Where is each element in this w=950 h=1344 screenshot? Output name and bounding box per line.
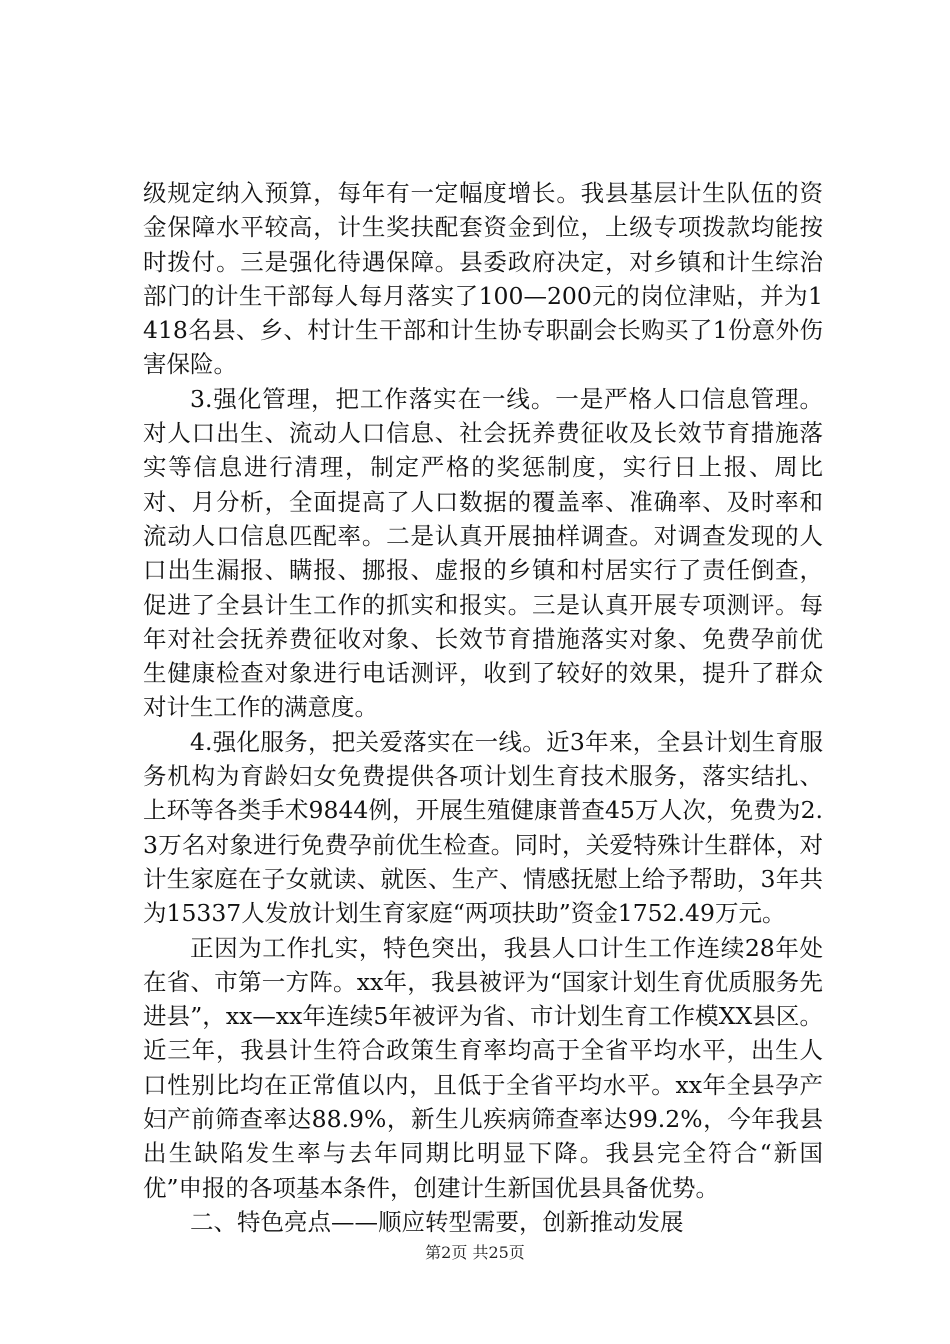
paragraph-achievements: 正因为工作扎实，特色突出，我县人口计生工作连续28年处在省、市第一方阵。xx年，我县被评为“国家计划生育优质服务先进县”，xx—xx年连续5年被评为省、市计划生育工作模XX县区。近三年，我县计生符合政策生育率均高于全省平均水平，出生人口性别比均在正常值以内，且低于全省平均水平。xx年全县孕产妇产前筛查率达88.9%，新生儿疾病筛查率达99.2%，今年我县出生缺陷发生率与去年同期比明显下降。我县完全符合“新国优”申报的各项基本条件，创建计生新国优县具备优势。: [143, 933, 823, 1202]
document-body: [143, 176, 823, 1239]
paragraph-strengthen-management: 3.强化管理，把工作落实在一线。一是严格人口信息管理。对人口出生、流动人口信息、社会抚养费征收及长效节育措施落实等信息进行清理，制定严格的奖惩制度，实行日上报、周比对、月分析，全面提高了人口数据的覆盖率、准确率、及时率和流动人口信息匹配率。二是认真开展抽样调查。对调查发现的人口出生漏报、瞒报、挪报、虚报的乡镇和村居实行了责任倒查，促进了全县计生工作的抓实和报实。三是认真开展专项测评。每年对社会抚养费征收对象、长效节育措施落实对象、免费孕前优生健康检查对象进行电话测评，收到了较好的效果，提升了群众对计生工作的满意度。: [143, 384, 823, 722]
paragraph-strengthen-service: 4.强化服务，把关爱落实在一线。近3年来，全县计划生育服务机构为育龄妇女免费提供各项计划生育技术服务，落实结扎、上环等各类手术9844例，开展生殖健康普查45万人次，免费为2.3万名对象进行免费孕前优生检查。同时，关爱特殊计生群体，对计生家庭在子女就读、就医、生产、情感抚慰上给予帮助，3年共为15337人发放计划生育家庭“两项扶助”资金1752.49万元。: [143, 727, 823, 928]
section-heading-highlights: 二、特色亮点——顺应转型需要，创新推动发展: [190, 1207, 684, 1236]
page-footer: 第2页 共25页: [425, 1243, 525, 1262]
paragraph-continuation: 级规定纳入预算，每年有一定幅度增长。我县基层计生队伍的资金保障水平较高，计生奖扶配套资金到位，上级专项拨款均能按时拨付。三是强化待遇保障。县委政府决定，对乡镇和计生综治部门的计生干部每人每月落实了100—200元的岗位津贴，并为1418名县、乡、村计生干部和计生协专职副会长购买了1份意外伤害保险。: [143, 179, 823, 379]
